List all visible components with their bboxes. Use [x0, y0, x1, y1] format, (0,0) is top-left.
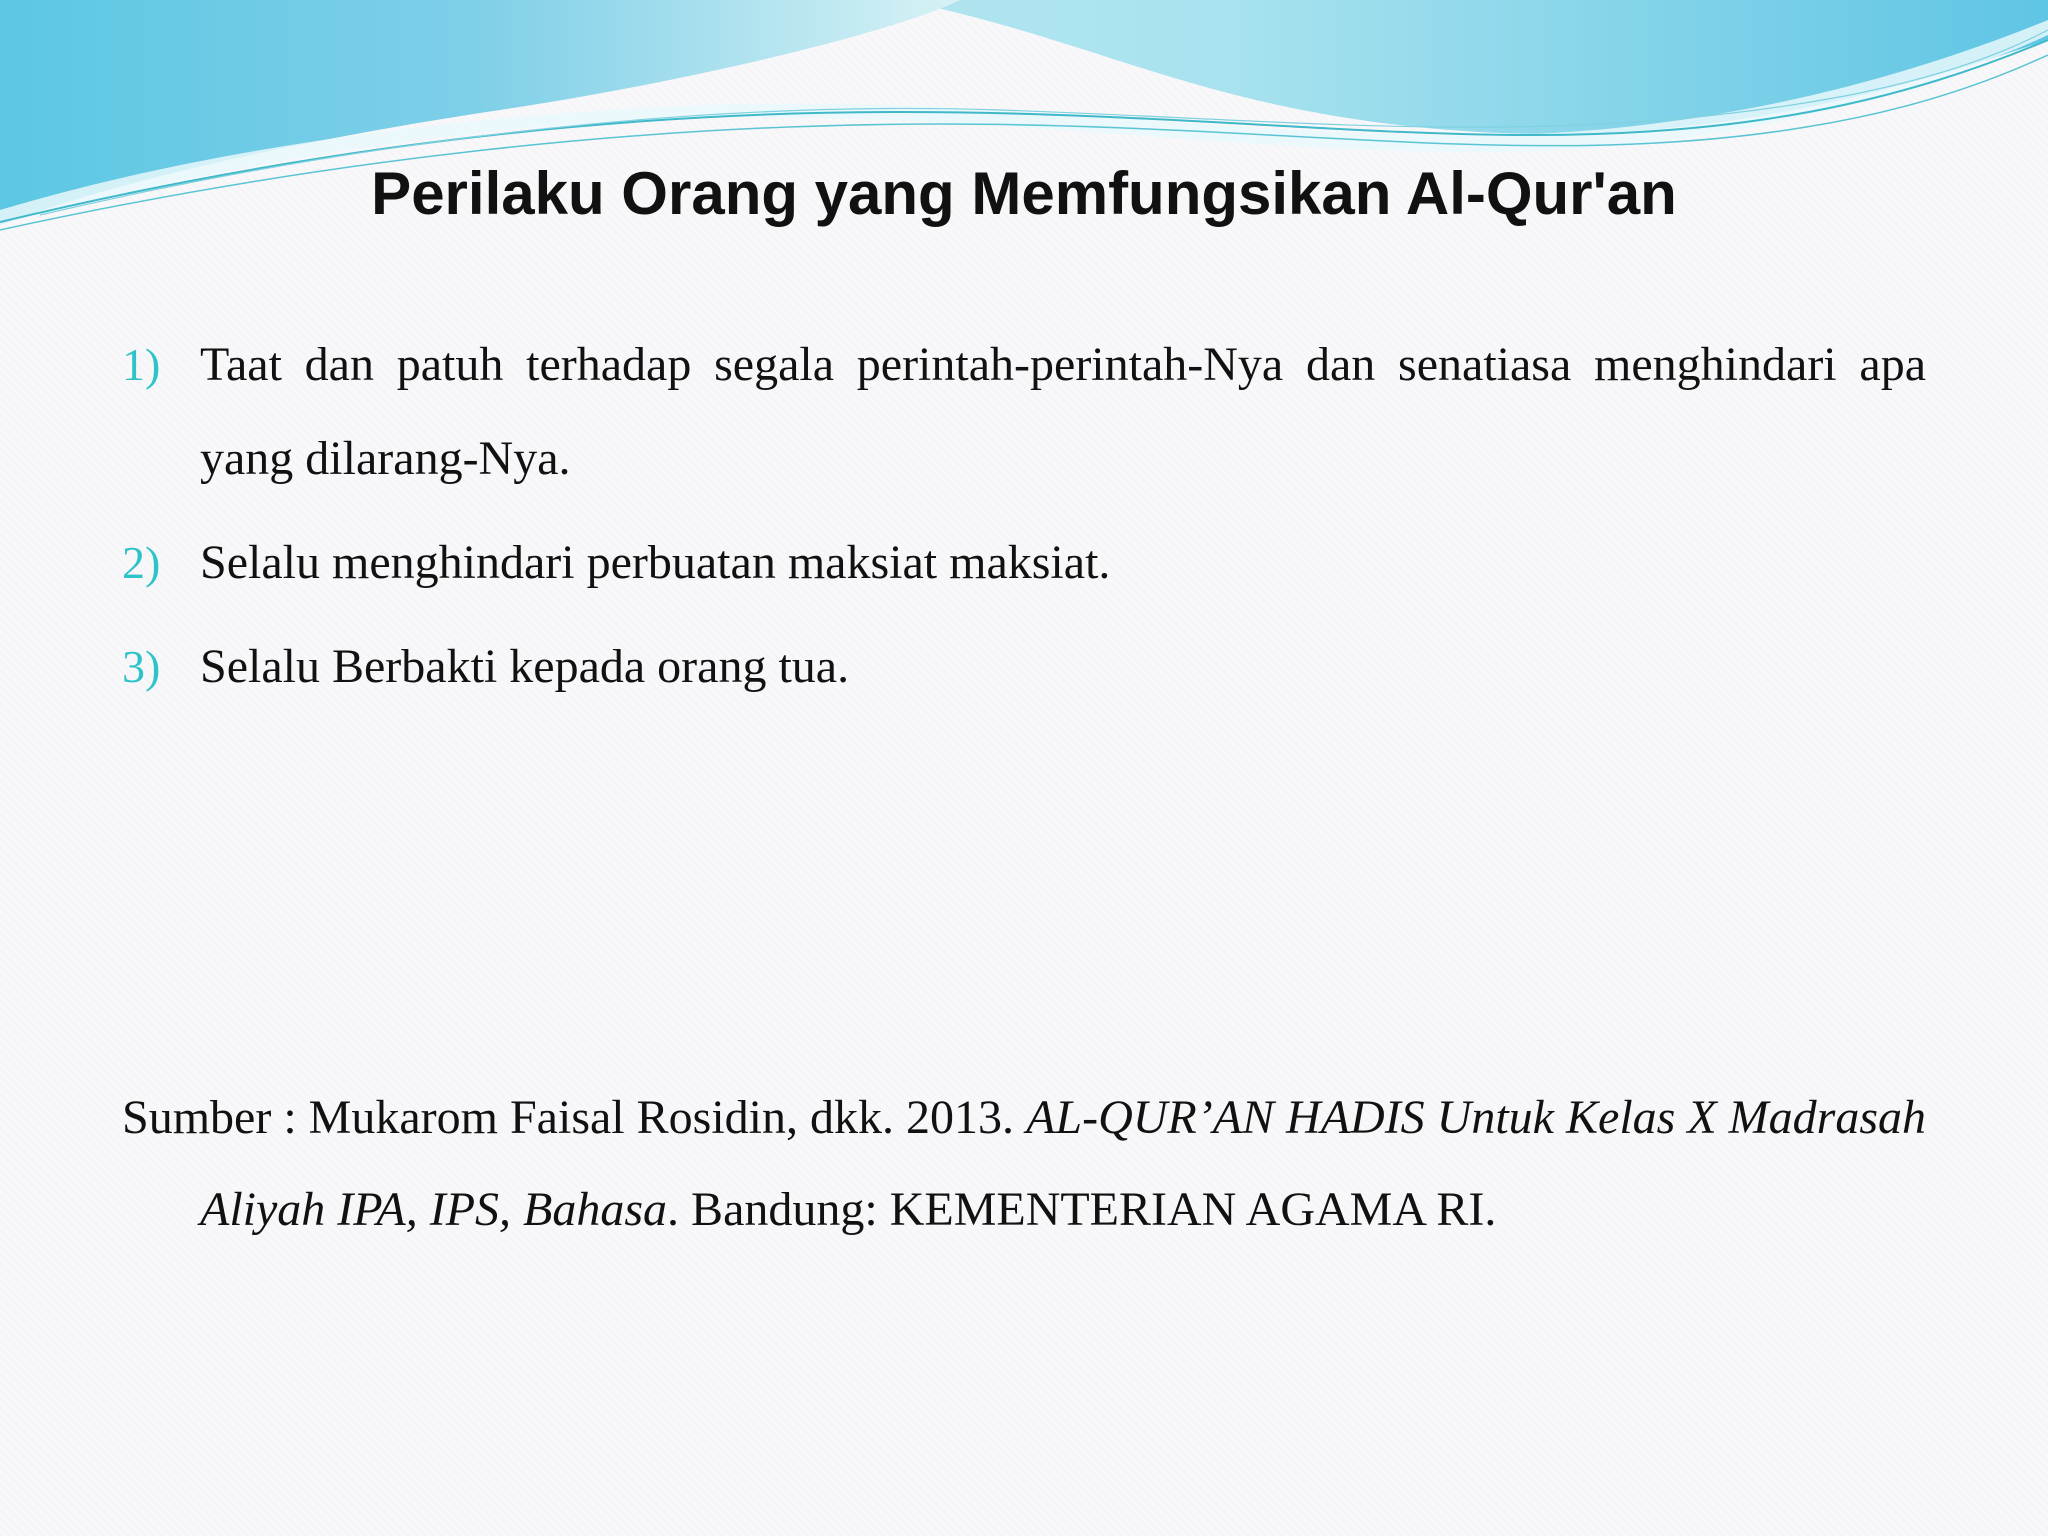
source-prefix: Sumber : Mukarom Faisal Rosidin, dkk. 2013.: [122, 1091, 1027, 1144]
source-book-title: AL-QUR’AN HADIS Untuk Kelas X Madrasah Aliyah IPA, IPS, Bahasa: [200, 1091, 1927, 1236]
source-citation: [122, 1072, 1926, 1256]
list-item: [122, 318, 1926, 506]
list-item-text: Selalu menghindari perbuatan maksiat maksiat.: [200, 536, 1111, 589]
list-item-number: 1): [122, 339, 161, 390]
source-suffix: . Bandung: KEMENTERIAN AGAMA RI.: [667, 1183, 1497, 1236]
list-item: [122, 620, 1926, 714]
list-item-number: 2): [122, 537, 161, 588]
list-item-text: Selalu Berbakti kepada orang tua.: [200, 640, 850, 693]
list-item: [122, 516, 1926, 610]
list-item-text: Taat dan patuh terhadap segala perintah-perintah-Nya dan senatiasa menghindari apa yang dilarang-Nya.: [200, 338, 1926, 485]
behavior-list: [122, 318, 1926, 724]
slide-title: Perilaku Orang yang Memfungsikan Al-Qur'an: [371, 160, 1677, 227]
list-item-number: 3): [122, 641, 161, 692]
